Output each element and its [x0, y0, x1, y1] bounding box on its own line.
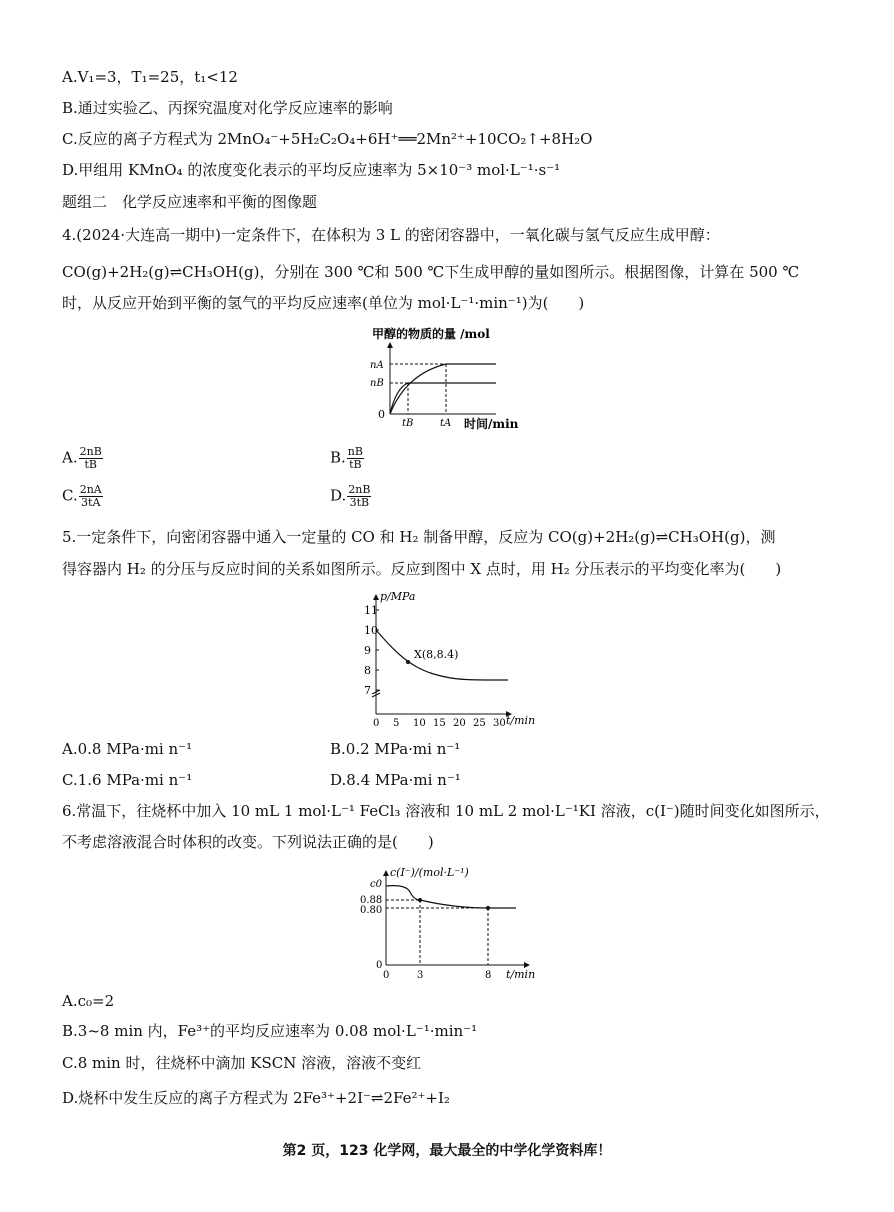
q5-option-c: C.1.6 MPa·mi n⁻¹: [62, 771, 193, 789]
q4-ta-label: tA: [440, 418, 452, 429]
q5-ytick-label: 7: [364, 684, 371, 697]
q6-y-c0: c0: [370, 879, 382, 890]
q6-point-3: [418, 898, 422, 902]
q6-x-0: 0: [383, 970, 390, 981]
q6-option-a: A.c₀=2: [62, 992, 115, 1010]
q6-chart-xlabel: t/min: [506, 968, 536, 981]
q6-option-b: B.3~8 min 内，Fe³⁺的平均反应速率为 0.08 mol·L⁻¹·min⁻¹: [62, 1022, 478, 1040]
q6-chart: [354, 862, 544, 982]
q6-option-c: C.8 min 时，往烧杯中滴加 KSCN 溶液，溶液不变红: [62, 1054, 422, 1072]
q5-xtick-label: 30: [493, 718, 506, 729]
q5-xtick-label: 25: [473, 718, 486, 729]
q4-chart: [360, 322, 535, 432]
q5-ytick-label: 11: [364, 604, 378, 617]
q6-y-088: 0.88: [360, 895, 383, 906]
q6-point-8: [486, 906, 490, 910]
q4-chart-ylabel: 甲醇的物质的量 /mol: [372, 327, 490, 341]
q4-nb-label: nB: [370, 378, 384, 389]
q6-stem-line1: 6.常温下，往烧杯中加入 10 mL 1 mol·L⁻¹ FeCl₃ 溶液和 10 mL 2 mol·L⁻¹KI 溶液，c(I⁻)随时间变化如图所示，: [62, 802, 830, 820]
q5-ytick-label: 8: [364, 664, 371, 677]
q5-xtick-label: 10: [413, 718, 426, 729]
q5-xticks: [373, 718, 506, 729]
q5-option-d: D.8.4 MPa·mi n⁻¹: [330, 771, 461, 789]
q5-xtick-label: 20: [453, 718, 466, 729]
q5-xtick-label: 15: [433, 718, 446, 729]
q3-option-a: A.V₁=3，T₁=25，t₁<12: [62, 68, 238, 86]
q5-point-x: [406, 660, 410, 664]
q6-stem-line2: 不考虑溶液混合时体积的改变。下列说法正确的是( ): [62, 833, 434, 851]
q5-option-b: B.0.2 MPa·mi n⁻¹: [330, 740, 461, 758]
q4-option-b: B. $\frac{nB}{tB}$: [330, 445, 363, 471]
q4-stem-line1: 4.(2024·大连高一期中)一定条件下，在体积为 3 L 的密闭容器中，一氧化碳与氢气反应生成甲醇：: [62, 226, 720, 244]
q4-tb-label: tB: [402, 418, 414, 429]
q5-option-a: A.0.8 MPa·mi n⁻¹: [62, 740, 193, 758]
q5-chart: [356, 586, 536, 732]
q5-xtick-label: 5: [393, 718, 400, 729]
q5-chart-ylabel: p/MPa: [380, 590, 416, 603]
q5-xtick-label: 0: [373, 718, 380, 729]
q4-option-c: C. $\frac{2nA}{3tA}$: [62, 483, 102, 509]
q4-option-d: D. $\frac{2nB}{3tB}$: [330, 483, 371, 509]
q5-ytick-label: 10: [364, 624, 378, 637]
q5-ytick-label: 9: [364, 644, 371, 657]
q4-chart-xlabel: 时间/min: [464, 417, 519, 431]
q3-option-d: D.甲组用 KMnO₄ 的浓度变化表示的平均反应速率为 5×10⁻³ mol·L⁻¹·s⁻¹: [62, 161, 561, 179]
q5-stem-line1: 5.一定条件下，向密闭容器中通入一定量的 CO 和 H₂ 制备甲醇，反应为 CO(g)+2H₂(g)⇌CH₃OH(g)，测: [62, 528, 776, 546]
q6-y-0: 0: [376, 960, 383, 971]
q4-stem-line2: CO(g)+2H₂(g)⇌CH₃OH(g)，分别在 300 ℃和 500 ℃下生成甲醇的量如图所示。根据图像，计算在 500 ℃: [62, 263, 800, 281]
q6-y-080: 0.80: [360, 905, 383, 916]
q6-curve: [386, 886, 516, 908]
q4-stem-line3: 时，从反应开始到平衡的氢气的平均反应速率(单位为 mol·L⁻¹·min⁻¹)为( ): [62, 294, 585, 312]
q6-chart-ylabel: c(I⁻)/(mol·L⁻¹): [390, 866, 469, 879]
section-heading: 题组二 化学反应速率和平衡的图像题: [62, 193, 318, 211]
q3-option-b: B.通过实验乙、丙探究温度对化学反应速率的影响: [62, 99, 393, 117]
q5-chart-xlabel: t/min: [506, 714, 536, 727]
q4-option-a: A. $\frac{2nB}{tB}$: [62, 445, 102, 471]
q4-origin: 0: [378, 408, 385, 421]
q6-x-3: 3: [417, 970, 424, 981]
q5-annotation-x: X(8,8.4): [414, 648, 459, 661]
q5-stem-line2: 得容器内 H₂ 的分压与反应时间的关系如图所示。反应到图中 X 点时，用 H₂ 分压表示的平均变化率为( ): [62, 560, 782, 578]
q6-x-8: 8: [485, 970, 492, 981]
q4-curve-a: [390, 364, 496, 414]
page-footer: 第2 页，123 化学网，最大最全的中学化学资料库！: [282, 1143, 612, 1159]
q5-yticks: [364, 604, 379, 697]
q6-option-d: D.烧杯中发生反应的离子方程式为 2Fe³⁺+2I⁻⇌2Fe²⁺+I₂: [62, 1089, 450, 1107]
q4-na-label: nA: [370, 360, 384, 371]
q3-option-c: C.反应的离子方程式为 2MnO₄⁻+5H₂C₂O₄+6H⁺══2Mn²⁺+10CO₂↑+8H₂O: [62, 130, 593, 148]
